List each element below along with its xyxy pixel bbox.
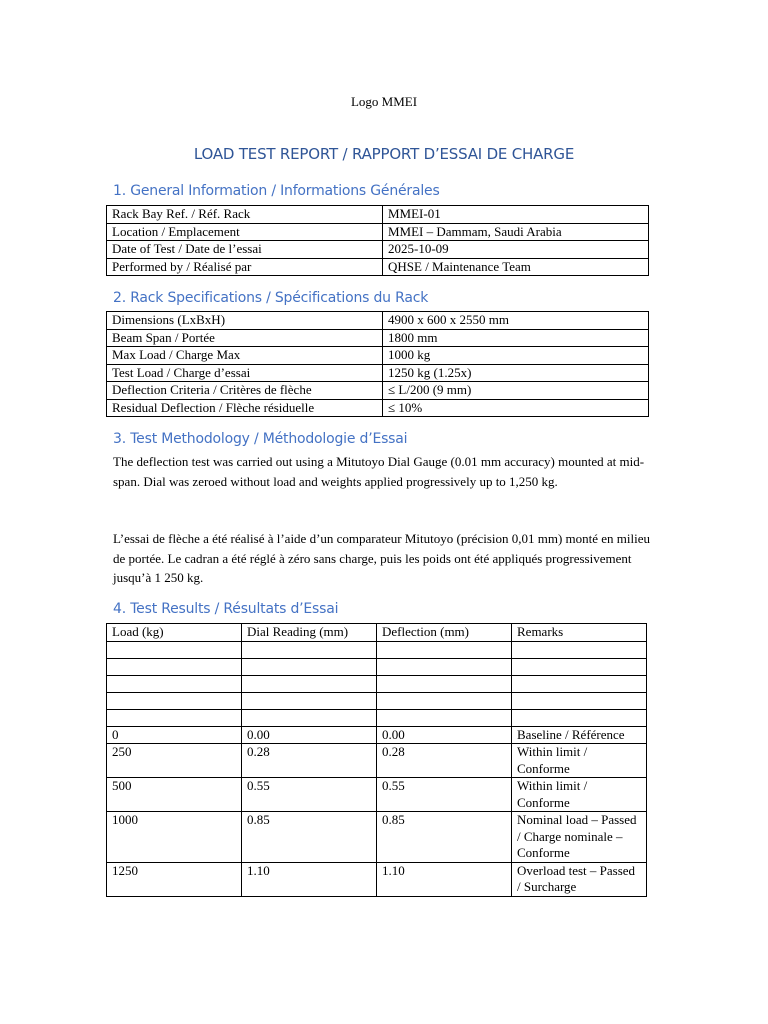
test-results-table [106, 623, 647, 897]
table-row [107, 241, 649, 259]
empty-row [107, 641, 647, 658]
table-cell-value: 4900 x 600 x 2550 mm [383, 312, 649, 330]
section-heading-methodology: 3. Test Methodology / Méthodologie d’Essai [113, 431, 408, 447]
cell-load: 1000 [107, 812, 242, 863]
cell-deflection: 1.10 [377, 862, 512, 896]
cell-dial-reading: 1.10 [242, 862, 377, 896]
table-cell-value: 1800 mm [383, 329, 649, 347]
empty-row [107, 692, 647, 709]
table-cell-label: Dimensions (LxBxH) [107, 312, 383, 330]
table-cell-label: Beam Span / Portée [107, 329, 383, 347]
cell-deflection: 0.28 [377, 744, 512, 778]
logo-placeholder: Logo MMEI [350, 94, 418, 109]
table-cell-label: Location / Emplacement [107, 223, 383, 241]
section-heading-general: 1. General Information / Informations Générales [113, 183, 440, 199]
column-header-load: Load (kg) [107, 624, 242, 642]
cell-deflection: 0.55 [377, 778, 512, 812]
cell-load: 0 [107, 726, 242, 744]
empty-row [107, 658, 647, 675]
section-heading-specs: 2. Rack Specifications / Spécifications du Rack [113, 290, 429, 306]
cell-dial-reading: 0.85 [242, 812, 377, 863]
report-title: LOAD TEST REPORT / RAPPORT D’ESSAI DE CHARGE [193, 145, 575, 163]
cell-dial-reading: 0.55 [242, 778, 377, 812]
table-cell-value: ≤ L/200 (9 mm) [383, 382, 649, 400]
general-info-table [106, 205, 649, 276]
table-row [107, 399, 649, 417]
table-cell-label: Residual Deflection / Flèche résiduelle [107, 399, 383, 417]
cell-remarks: Within limit / Conforme [512, 778, 647, 812]
table-cell-value: 1000 kg [383, 347, 649, 365]
cell-dial-reading: 0.28 [242, 744, 377, 778]
table-row [107, 258, 649, 276]
table-cell-value: ≤ 10% [383, 399, 649, 417]
table-cell-label: Date of Test / Date de l’essai [107, 241, 383, 259]
cell-dial-reading: 0.00 [242, 726, 377, 744]
cell-deflection: 0.85 [377, 812, 512, 863]
column-header-dial-reading: Dial Reading (mm) [242, 624, 377, 642]
table-cell-label: Performed by / Réalisé par [107, 258, 383, 276]
table-cell-label: Test Load / Charge d’essai [107, 364, 383, 382]
empty-row [107, 675, 647, 692]
methodology-paragraph-en: The deflection test was carried out using a Mitutoyo Dial Gauge (0.01 mm accuracy) mounted at mid-span. Dial was zeroed without load and weights applied progressively up to 1,250 kg. [113, 454, 645, 489]
cell-load: 1250 [107, 862, 242, 896]
empty-row [107, 709, 647, 726]
table-cell-value: 1250 kg (1.25x) [383, 364, 649, 382]
cell-remarks: Overload test – Passed / Surcharge [512, 862, 647, 896]
table-cell-value: 2025-10-09 [383, 241, 649, 259]
table-cell-value: MMEI – Dammam, Saudi Arabia [383, 223, 649, 241]
table-row [107, 223, 649, 241]
table-header-row [107, 624, 647, 642]
rack-specs-table [106, 311, 649, 417]
cell-load: 250 [107, 744, 242, 778]
table-row [107, 862, 647, 896]
table-row [107, 726, 647, 744]
section-heading-results: 4. Test Results / Résultats d’Essai [113, 601, 339, 617]
cell-remarks: Nominal load – Passed / Charge nominale – Conforme [512, 812, 647, 863]
table-cell-value: QHSE / Maintenance Team [383, 258, 649, 276]
cell-remarks: Within limit / Conforme [512, 744, 647, 778]
table-row [107, 364, 649, 382]
cell-load: 500 [107, 778, 242, 812]
table-row [107, 312, 649, 330]
cell-remarks: Baseline / Référence [512, 726, 647, 744]
table-cell-label: Rack Bay Ref. / Réf. Rack [107, 206, 383, 224]
table-row [107, 744, 647, 778]
column-header-remarks: Remarks [512, 624, 647, 642]
table-cell-label: Max Load / Charge Max [107, 347, 383, 365]
table-row [107, 206, 649, 224]
table-cell-value: MMEI-01 [383, 206, 649, 224]
table-cell-label: Deflection Criteria / Critères de flèche [107, 382, 383, 400]
table-row [107, 812, 647, 863]
column-header-deflection: Deflection (mm) [377, 624, 512, 642]
methodology-paragraph-fr: L’essai de flèche a été réalisé à l’aide d’un comparateur Mitutoyo (précision 0,01 mm) monté en milieu de portée. Le cadran a été réglé à zéro sans charge, puis les poids ont été appliqués progressivement jusqu’à 1 250 kg. [113, 531, 651, 585]
cell-deflection: 0.00 [377, 726, 512, 744]
table-row [107, 382, 649, 400]
table-row [107, 778, 647, 812]
table-row [107, 329, 649, 347]
table-row [107, 347, 649, 365]
